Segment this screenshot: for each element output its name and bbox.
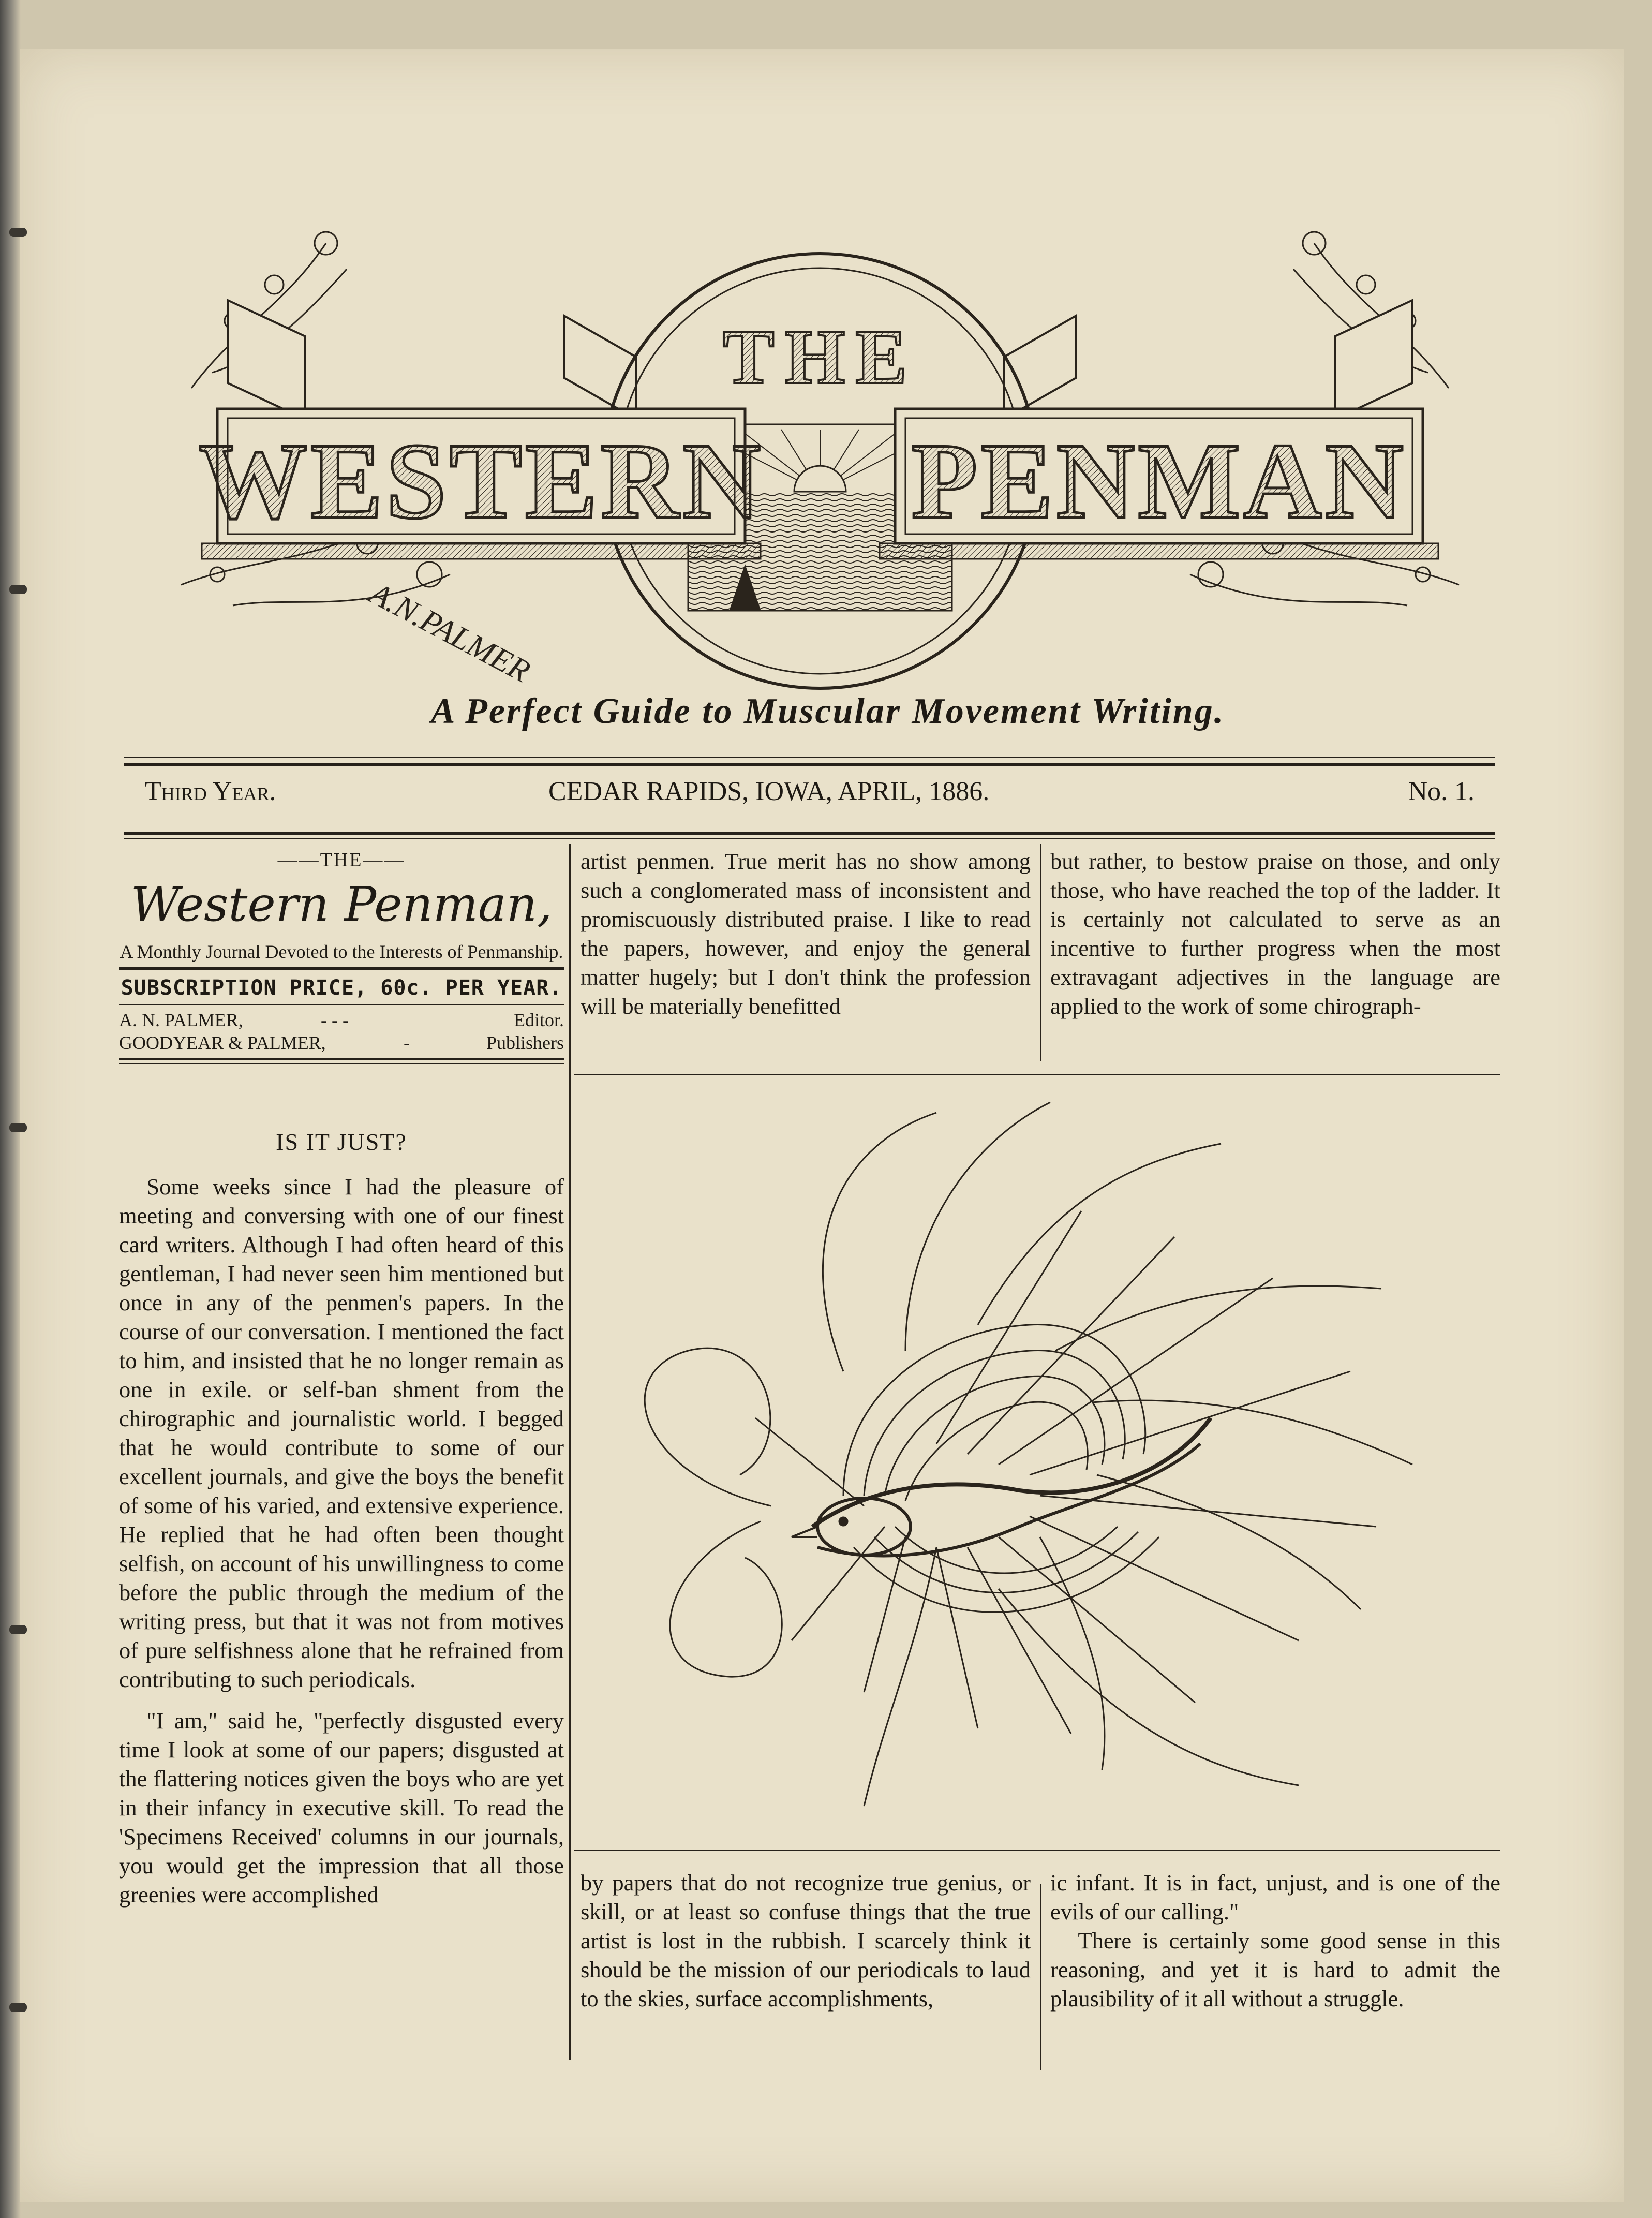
rule [574, 1850, 1500, 1851]
dateline-year: Third Year. [145, 777, 276, 806]
editor-role: Editor. [514, 1010, 564, 1030]
column-rule [1040, 844, 1041, 1061]
rule [124, 763, 1495, 766]
box-the: ——THE—— [277, 849, 406, 871]
column-rule [569, 844, 571, 2060]
book-gutter [0, 0, 21, 2218]
publisher-name: GOODYEAR & PALMER, [119, 1032, 326, 1053]
dateline-number: No. 1. [1408, 777, 1475, 806]
article-paragraph: artist penmen. True merit has no show among such a conglomerated mass of inconsistent and promiscuously distributed praise. I like to read the papers, however, and enjoy the general matter hugely; but I don't think the profession will be materially benefitted [581, 848, 1031, 1019]
article-column-2-bottom [581, 1868, 1031, 2013]
rule [119, 1058, 564, 1060]
article-paragraph: Some weeks since I had the pleasure of meeting and conversing with one of our finest card writers. Although I had often heard of this gentleman, I had never seen him mentioned but once in any of the penmen's papers. In the course of our conversation. I mentioned the fact to him, and insisted that he no longer remain as one in exile. or self-ban shment from the chirographic and journalistic world. I begged that he would contribute to some of our excellent journals, and give the boys the benefit of some of his varied, and extensive experience. He replied that he had often been thought selfish, on account of his unwillingness to come before the public through the medium of the writing press, but that it was not from motives of pure selfishness alone that he refrained from contributing to such periodicals. [119, 1174, 564, 1692]
article-column-3-bottom [1050, 1868, 1500, 2013]
editor-name: A. N. PALMER, [119, 1010, 243, 1030]
rule [119, 967, 564, 970]
rule [119, 1004, 564, 1005]
rule [119, 1063, 564, 1064]
rule [574, 1074, 1500, 1075]
publisher-role: Publishers [486, 1032, 564, 1053]
binding-stitch [9, 1625, 27, 1634]
artist-signature: A.N.PALMER [364, 575, 536, 689]
binding-stitch [9, 1123, 27, 1132]
article-paragraph: There is certainly some good sense in this reasoning, and yet it is hard to admit the plausibility of it all without a struggle. [1050, 1928, 1500, 2012]
article-paragraph: "I am," said he, "perfectly disgusted every time I look at some of our papers; disgusted at the flattering notices given the boys who are yet in their infancy in executive skill. To read the 'Specimens Received' columns in our journals, you would get the impression that all those greenies were accomplished [119, 1708, 564, 1908]
flourished-bird-illustration [574, 1082, 1500, 1847]
rule [124, 757, 1495, 758]
masthead-the: THE [722, 314, 918, 400]
box-description: A Monthly Journal Devoted to the Interests of Penmanship. [120, 941, 563, 962]
article-heading: IS IT JUST? [276, 1129, 407, 1155]
article-paragraph: by papers that do not recognize true genius, or skill, or at least so confuse things that the true artist is lost in the rubbish. I scarcely think it should be the mission of our periodicals to laud to the skies, surface accomplishments, [581, 1870, 1031, 2012]
dateline [124, 776, 1495, 818]
publisher-dashes: - [404, 1032, 410, 1053]
rule [124, 838, 1495, 839]
binding-stitch [9, 585, 27, 594]
binding-stitch [9, 2003, 27, 2012]
masthead-western: WESTERN [198, 421, 764, 541]
publisher-line [119, 1032, 564, 1055]
masthead-tagline: A Perfect Guide to Muscular Movement Writing. [430, 691, 1225, 731]
column-rule [1040, 1884, 1041, 2070]
dateline-place-date: CEDAR RAPIDS, IOWA, APRIL, 1886. [548, 777, 990, 806]
masthead-penman: PENMAN [911, 421, 1407, 541]
masthead-illustration [171, 202, 1469, 693]
binding-stitch [9, 228, 27, 237]
article-paragraph: but rather, to bestow praise on those, and only those, who have reached the top of the ladder. It is certainly not calculated to serve as an incentive to further progress when the most extravagant adjectives in the language are applied to the work of some chirograph- [1050, 848, 1500, 1019]
masthead-box [119, 849, 564, 1064]
article-column-1 [119, 1172, 564, 1909]
article-column-3-top [1050, 847, 1500, 1021]
rule [124, 832, 1495, 835]
box-script-title: Western Penman, [130, 877, 553, 932]
editor-dashes: - - - [321, 1010, 349, 1030]
article-paragraph: ic infant. It is in fact, unjust, and is one of the evils of our calling." [1050, 1870, 1500, 1925]
subscription-price: SUBSCRIPTION PRICE, 60c. PER YEAR. [121, 976, 562, 1000]
article-column-2-top [581, 847, 1031, 1021]
editor-line [119, 1009, 564, 1032]
